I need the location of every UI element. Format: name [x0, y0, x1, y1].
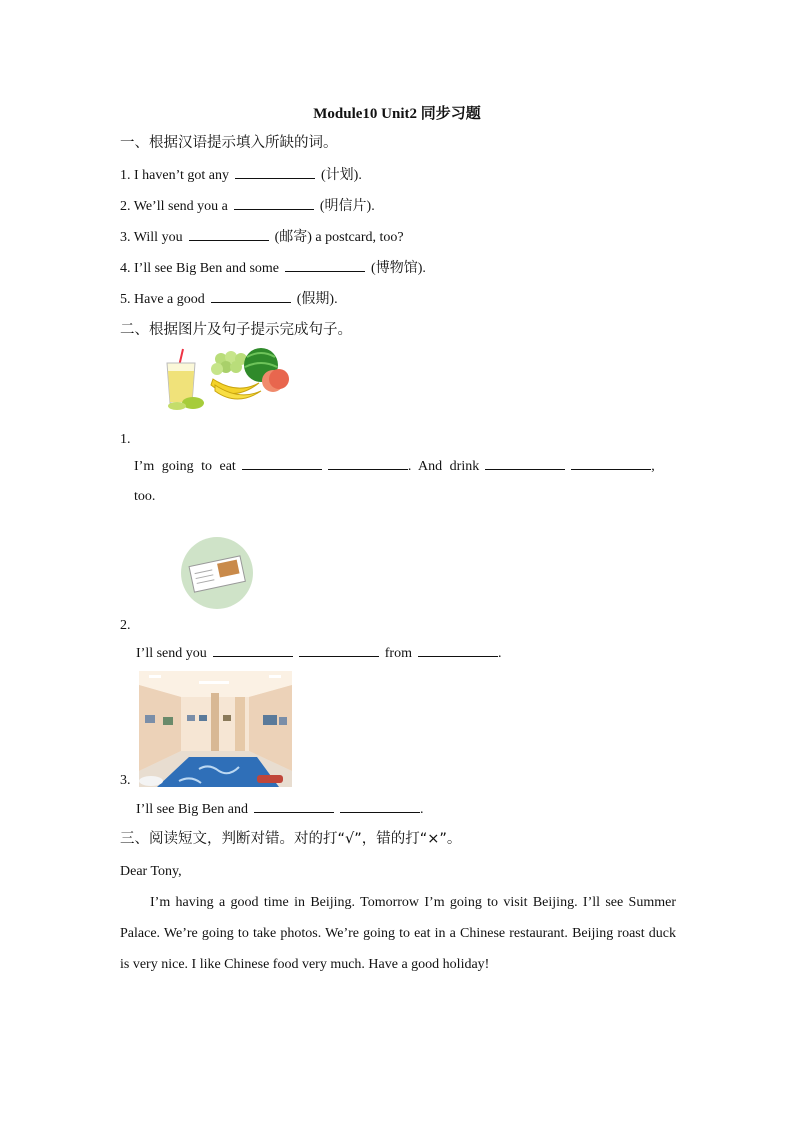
s1-item-1 — [120, 166, 362, 185]
s2-q1-mid-text: . And drink — [407, 459, 480, 474]
s1-item-3 — [120, 228, 404, 247]
s1-item-5 — [120, 290, 338, 309]
s2-q2-line — [136, 644, 501, 663]
answer-blank[interactable] — [418, 644, 498, 657]
letter-greeting: Dear Tony, — [120, 864, 182, 879]
s1-item-2 — [120, 197, 375, 216]
s1-item-2-hint: (明信片). — [319, 199, 375, 214]
section2-heading: 二、根据图片及句子提示完成句子。 — [120, 322, 352, 338]
s2-q1-number: 1. — [120, 432, 131, 447]
s1-item-4 — [120, 259, 426, 278]
answer-blank[interactable] — [242, 457, 322, 470]
s1-item-1-hint: (计划). — [321, 168, 362, 183]
answer-blank[interactable] — [213, 644, 293, 657]
s2-q2-mid-text: from — [384, 646, 412, 661]
juice-and-fruit-image — [155, 345, 295, 411]
s2-q1-line2: too. — [134, 489, 156, 504]
letter-paragraph: I’m having a good time in Beijing. Tomorrow I’m going to visit Beijing. I’ll see Summer Palace. We’re going to take photos. We’re going to eat in a Chinese restaurant. Beijing roast duck is very nice. I like Chinese food very much. Have a good holiday! — [120, 895, 676, 972]
s1-item-5-hint: (假期). — [296, 292, 338, 307]
section1-heading: 一、根据汉语提示填入所缺的词。 — [120, 135, 338, 151]
s1-item-2-text: 2. We’ll send you a — [120, 199, 228, 214]
s2-q2-text: I’ll send you — [136, 646, 207, 661]
worksheet-title: Module10 Unit2 同步习题 — [313, 106, 481, 122]
s2-q2-number: 2. — [120, 618, 131, 633]
answer-blank[interactable] — [189, 228, 269, 241]
s2-q3-end: . — [419, 802, 424, 817]
answer-blank[interactable] — [235, 166, 315, 179]
s1-item-4-hint: (博物馆). — [371, 261, 426, 276]
section3-heading: 三、阅读短文，判断对错。对的打“√”，错的打“×”。 — [120, 831, 462, 847]
answer-blank[interactable] — [254, 800, 334, 813]
answer-blank[interactable] — [571, 457, 651, 470]
answer-blank[interactable] — [234, 197, 314, 210]
s2-q2-end: . — [497, 646, 502, 661]
s2-q3-text: I’ll see Big Ben and — [136, 802, 248, 817]
s1-item-3-hint: (邮寄) a postcard, too? — [274, 230, 404, 245]
s2-q1-text: I’m going to eat — [134, 459, 236, 474]
answer-blank[interactable] — [340, 800, 420, 813]
answer-blank[interactable] — [328, 457, 408, 470]
answer-blank[interactable] — [211, 290, 291, 303]
s2-q3-line — [136, 800, 423, 819]
answer-blank[interactable] — [299, 644, 379, 657]
answer-blank[interactable] — [485, 457, 565, 470]
postcard-image — [179, 535, 255, 611]
s2-q1-line1 — [134, 457, 655, 476]
s2-q3-number: 3. — [120, 773, 131, 788]
s2-q1-end: , — [651, 459, 655, 474]
s1-item-4-text: 4. I’ll see Big Ben and some — [120, 261, 280, 276]
answer-blank[interactable] — [285, 259, 365, 272]
museum-image — [139, 671, 292, 787]
s1-item-3-text: 3. Will you — [120, 230, 183, 245]
s1-item-5-text: 5. Have a good — [120, 292, 205, 307]
s1-item-1-text: 1. I haven’t got any — [120, 168, 229, 183]
